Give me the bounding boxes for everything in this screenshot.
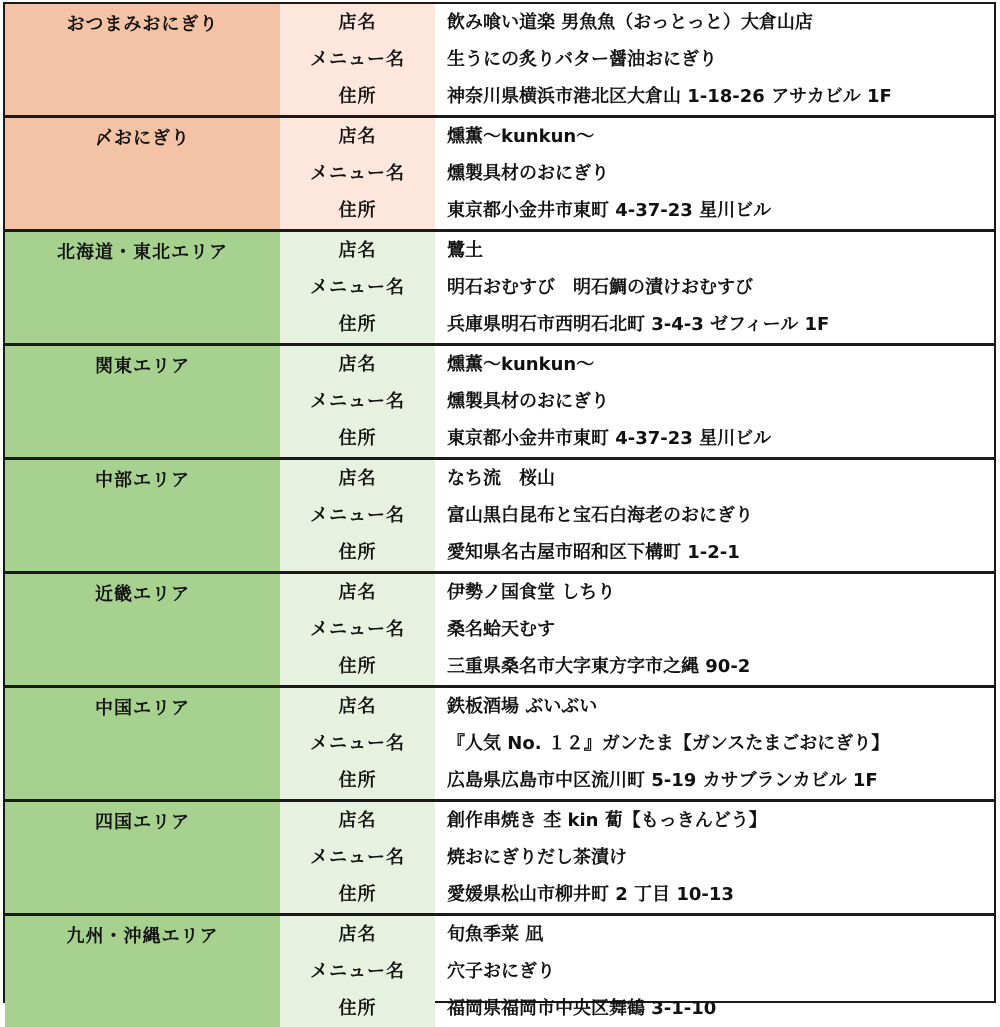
shop-name-value: 燻薫～kunkun～ — [447, 354, 595, 375]
address-value: 愛知県名古屋市昭和区下構町 1-2-1 — [447, 542, 740, 563]
menu-name-label: メニュー名 — [280, 725, 435, 762]
address-value: 神奈川県横浜市港北区大倉山 1-18-26 アサカビル 1F — [447, 86, 892, 107]
address-label: 住所 — [280, 648, 435, 685]
shop-name-value: 飲み喰い道楽 男魚魚（おっとっと）大倉山店 — [447, 12, 813, 33]
address-label: 住所 — [280, 420, 435, 457]
address-label: 住所 — [280, 876, 435, 913]
address-value: 福岡県福岡市中央区舞鶴 3-1-10 — [447, 998, 717, 1019]
table-block-otsumami — [5, 4, 994, 115]
category-cell: 九州・沖縄エリア — [5, 916, 280, 1027]
menu-name-label: メニュー名 — [280, 269, 435, 306]
address-value: 東京都小金井市東町 4-37-23 星川ビル — [447, 428, 772, 449]
address-value: 東京都小金井市東町 4-37-23 星川ビル — [447, 200, 772, 221]
menu-name-value: 桑名蛤天むす — [447, 619, 555, 640]
menu-name-label: メニュー名 — [280, 155, 435, 192]
menu-name-label: メニュー名 — [280, 497, 435, 534]
menu-name-label: メニュー名 — [280, 383, 435, 420]
table-block-kyushu-okinawa — [5, 913, 994, 1027]
onigiri-shop-table — [3, 2, 996, 1019]
shop-name-label: 店名 — [280, 4, 435, 41]
shop-name-value: 燻薫～kunkun～ — [447, 126, 595, 147]
shop-name-label: 店名 — [280, 118, 435, 155]
menu-name-label: メニュー名 — [280, 839, 435, 876]
shop-name-label: 店名 — [280, 346, 435, 383]
address-label: 住所 — [280, 306, 435, 343]
shop-name-value: 鷺土 — [447, 240, 483, 261]
category-cell: 四国エリア — [5, 802, 280, 913]
table-block-shime — [5, 115, 994, 229]
table-block-kinki — [5, 571, 994, 685]
menu-name-value: 『人気 No. １２』ガンたま【ガンスたまごおにぎり】 — [447, 733, 890, 754]
address-label: 住所 — [280, 762, 435, 799]
category-cell: 〆おにぎり — [5, 118, 280, 229]
menu-name-value: 富山黒白昆布と宝石白海老のおにぎり — [447, 505, 753, 526]
menu-name-label: メニュー名 — [280, 41, 435, 78]
shop-name-label: 店名 — [280, 802, 435, 839]
category-cell: おつまみおにぎり — [5, 4, 280, 115]
category-cell: 中国エリア — [5, 688, 280, 799]
table-block-chubu — [5, 457, 994, 571]
address-value: 兵庫県明石市西明石北町 3-4-3 ゼフィール 1F — [447, 314, 830, 335]
category-cell: 北海道・東北エリア — [5, 232, 280, 343]
category-cell: 中部エリア — [5, 460, 280, 571]
address-label: 住所 — [280, 534, 435, 571]
table-block-kanto — [5, 343, 994, 457]
shop-name-value: 鉄板酒場 ぶいぶい — [447, 696, 598, 717]
shop-name-value: 旬魚季菜 凪 — [447, 924, 544, 945]
menu-name-value: 焼おにぎりだし茶漬け — [447, 847, 627, 868]
shop-name-label: 店名 — [280, 460, 435, 497]
shop-name-value: 創作串焼き 杢 kin 蔔【もっきんどう】 — [447, 810, 767, 831]
menu-name-value: 明石おむすび 明石鯛の漬けおむすび — [447, 277, 753, 298]
address-label: 住所 — [280, 990, 435, 1027]
category-cell: 近畿エリア — [5, 574, 280, 685]
shop-name-label: 店名 — [280, 574, 435, 611]
table-block-hokkaido-tohoku — [5, 229, 994, 343]
category-cell: 関東エリア — [5, 346, 280, 457]
menu-name-label: メニュー名 — [280, 953, 435, 990]
menu-name-value: 穴子おにぎり — [447, 961, 555, 982]
shop-name-value: 伊勢ノ国食堂 しちり — [447, 582, 616, 603]
shop-name-label: 店名 — [280, 688, 435, 725]
shop-name-value: なち流 桜山 — [447, 468, 555, 489]
address-label: 住所 — [280, 78, 435, 115]
address-value: 愛媛県松山市柳井町 2 丁目 10-13 — [447, 884, 734, 905]
menu-name-value: 生うにの炙りバター醤油おにぎり — [447, 49, 717, 70]
menu-name-value: 燻製具材のおにぎり — [447, 163, 609, 184]
shop-name-label: 店名 — [280, 916, 435, 953]
menu-name-value: 燻製具材のおにぎり — [447, 391, 609, 412]
shop-name-label: 店名 — [280, 232, 435, 269]
menu-name-label: メニュー名 — [280, 611, 435, 648]
address-value: 広島県広島市中区流川町 5-19 カサブランカビル 1F — [447, 770, 878, 791]
address-label: 住所 — [280, 192, 435, 229]
address-value: 三重県桑名市大字東方字市之縄 90-2 — [447, 656, 751, 677]
table-block-chugoku — [5, 685, 994, 799]
table-block-shikoku — [5, 799, 994, 913]
